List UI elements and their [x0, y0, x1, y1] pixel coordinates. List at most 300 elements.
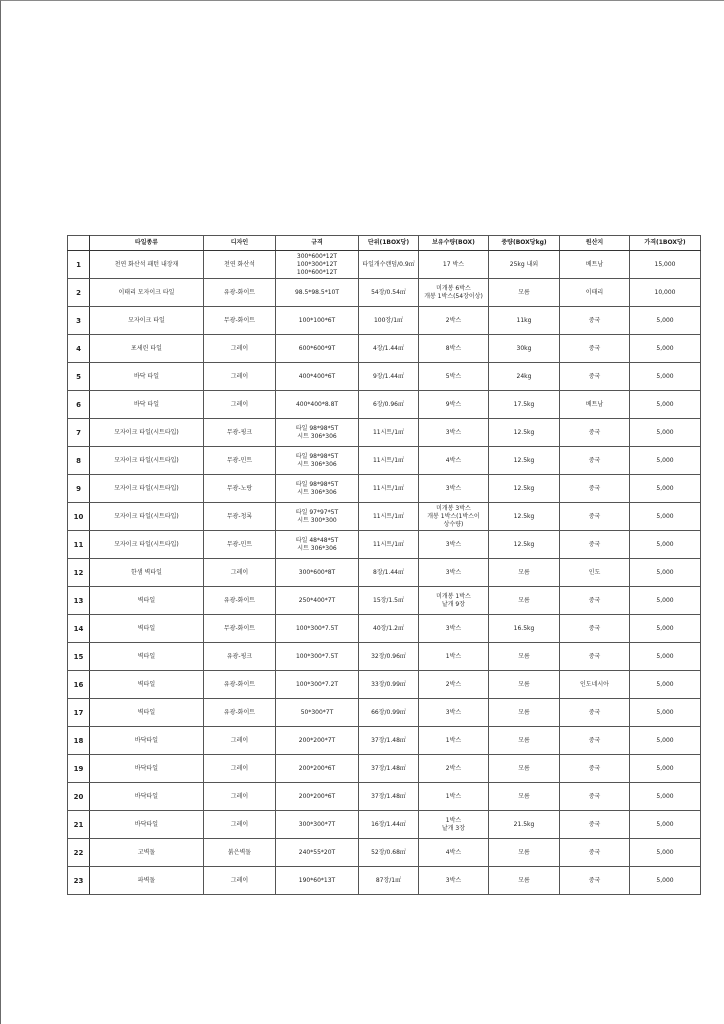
design-cell: 무광-화이트	[204, 307, 276, 335]
tile-type-cell: 바닥타일	[90, 783, 204, 811]
spec-cell	[276, 279, 359, 307]
row-number-cell: 1	[68, 251, 90, 279]
price-cell: 5,000	[630, 307, 701, 335]
spec-cell	[276, 559, 359, 587]
spec-cell-line: 300*300*7T	[298, 820, 336, 828]
weight-cell: 12.5kg	[489, 531, 560, 559]
unit-cell	[359, 615, 419, 643]
tile-type-cell: 벽타일	[90, 699, 204, 727]
origin-cell: 이태리	[560, 279, 630, 307]
design-cell: 무광-핑크	[204, 419, 276, 447]
stock-cell	[419, 503, 489, 531]
table-row	[68, 335, 701, 363]
table-row	[68, 699, 701, 727]
row-number-cell: 15	[68, 643, 90, 671]
design-cell: 그레이	[204, 559, 276, 587]
row-number-cell: 22	[68, 839, 90, 867]
unit-cell-line: 37장/1.48㎡	[371, 792, 406, 800]
spec-cell	[276, 699, 359, 727]
unit-cell-line: 11시트/1㎡	[372, 456, 405, 464]
stock-cell	[419, 783, 489, 811]
stock-cell-line: 개봉 1박스(1박스이	[427, 512, 480, 520]
origin-cell: 중국	[560, 699, 630, 727]
spec-cell-line: 600*600*9T	[298, 344, 336, 352]
design-cell: 무광-화이트	[204, 615, 276, 643]
spec-cell-line: 타일 98*98*5T	[295, 480, 339, 488]
design-cell: 그레이	[204, 755, 276, 783]
weight-cell: 24kg	[489, 363, 560, 391]
stock-cell	[419, 419, 489, 447]
unit-cell	[359, 811, 419, 839]
origin-cell: 중국	[560, 755, 630, 783]
header-cell-type: 타일종류	[90, 236, 204, 251]
unit-cell	[359, 755, 419, 783]
tile-type-cell: 모자이크 타일(시트타입)	[90, 531, 204, 559]
unit-cell-line: 87장/1㎡	[375, 876, 402, 884]
unit-cell-line: 11시트/1㎡	[372, 512, 405, 520]
stock-cell-line: 1박스	[445, 792, 462, 800]
spec-cell-line: 300*600*8T	[298, 568, 336, 576]
origin-cell: 중국	[560, 867, 630, 895]
origin-cell: 중국	[560, 783, 630, 811]
spec-cell-line: 100*600*12T	[296, 268, 338, 276]
weight-cell: 모름	[489, 783, 560, 811]
stock-cell-line: 상수량)	[443, 520, 464, 528]
unit-cell-line: 16장/1.44㎡	[371, 820, 406, 828]
spec-cell-line: 시트 306*306	[297, 460, 337, 468]
origin-cell: 중국	[560, 475, 630, 503]
spec-cell-line: 250*400*7T	[298, 596, 336, 604]
price-cell: 5,000	[630, 335, 701, 363]
unit-cell-line: 11시트/1㎡	[372, 428, 405, 436]
tile-type-cell: 모자이크 타일(시트타입)	[90, 447, 204, 475]
tile-type-cell: 벽타일	[90, 615, 204, 643]
unit-cell	[359, 671, 419, 699]
stock-cell-line: 1박스	[445, 816, 462, 824]
row-number-cell: 23	[68, 867, 90, 895]
price-cell: 5,000	[630, 671, 701, 699]
weight-cell: 모름	[489, 279, 560, 307]
stock-cell-line: 미개봉 6박스	[436, 284, 471, 292]
table-row	[68, 839, 701, 867]
spec-cell-line: 타일 98*98*5T	[295, 452, 339, 460]
spec-cell	[276, 475, 359, 503]
table-row	[68, 279, 701, 307]
unit-cell	[359, 587, 419, 615]
unit-cell	[359, 867, 419, 895]
spec-cell	[276, 503, 359, 531]
row-number-cell: 20	[68, 783, 90, 811]
stock-cell-line: 3박스	[445, 708, 462, 716]
unit-cell-line: 4장/1.44㎡	[373, 344, 404, 352]
tile-type-cell: 파벽돌	[90, 867, 204, 895]
spec-cell-line: 시트 306*306	[297, 488, 337, 496]
spec-cell	[276, 447, 359, 475]
design-cell: 유광-화이트	[204, 699, 276, 727]
weight-cell: 모름	[489, 559, 560, 587]
row-number-cell: 5	[68, 363, 90, 391]
row-number-cell: 17	[68, 699, 90, 727]
price-cell: 5,000	[630, 391, 701, 419]
table-row	[68, 559, 701, 587]
design-cell: 그레이	[204, 783, 276, 811]
weight-cell: 17.5kg	[489, 391, 560, 419]
spec-cell-line: 400*400*6T	[298, 372, 336, 380]
tile-type-cell: 바닥 타일	[90, 391, 204, 419]
stock-cell-line: 미개봉 3박스	[436, 504, 471, 512]
spec-cell-line: 타일 48*48*5T	[295, 536, 339, 544]
unit-cell-line: 54장/0.54㎡	[371, 288, 406, 296]
stock-cell-line: 17 박스	[442, 260, 465, 268]
row-number-cell: 10	[68, 503, 90, 531]
stock-cell-line: 3박스	[445, 484, 462, 492]
tile-inventory-table	[67, 235, 701, 895]
origin-cell: 중국	[560, 839, 630, 867]
spec-cell	[276, 755, 359, 783]
price-cell: 5,000	[630, 559, 701, 587]
price-cell: 5,000	[630, 783, 701, 811]
origin-cell: 중국	[560, 307, 630, 335]
table-row	[68, 307, 701, 335]
price-cell: 5,000	[630, 363, 701, 391]
table-row	[68, 727, 701, 755]
design-cell: 무광-민트	[204, 531, 276, 559]
unit-cell	[359, 279, 419, 307]
design-cell: 그레이	[204, 727, 276, 755]
stock-cell-line: 3박스	[445, 568, 462, 576]
tile-type-cell: 모자이크 타일(시트타입)	[90, 503, 204, 531]
spec-cell-line: 타일 97*97*5T	[295, 508, 339, 516]
weight-cell: 모름	[489, 587, 560, 615]
origin-cell: 중국	[560, 811, 630, 839]
spec-cell	[276, 615, 359, 643]
origin-cell: 중국	[560, 615, 630, 643]
stock-cell	[419, 615, 489, 643]
spec-cell	[276, 727, 359, 755]
unit-cell	[359, 335, 419, 363]
design-cell: 유광-화이트	[204, 671, 276, 699]
spec-cell-line: 240*55*20T	[298, 848, 336, 856]
unit-cell-line: 52장/0.68㎡	[371, 848, 406, 856]
stock-cell-line: 4박스	[445, 848, 462, 856]
unit-cell	[359, 391, 419, 419]
stock-cell-line: 1박스	[445, 736, 462, 744]
spec-cell	[276, 363, 359, 391]
table-row	[68, 643, 701, 671]
spec-cell-line: 200*200*6T	[298, 764, 336, 772]
stock-cell-line: 미개봉 1박스	[436, 592, 471, 600]
row-number-cell: 6	[68, 391, 90, 419]
unit-cell-line: 타일개수랜덤/0.9㎡	[362, 260, 415, 268]
unit-cell	[359, 727, 419, 755]
tile-type-cell: 한샘 벽타일	[90, 559, 204, 587]
tile-type-cell: 모자이크 타일	[90, 307, 204, 335]
tile-type-cell: 벽타일	[90, 643, 204, 671]
header-cell-spec: 규격	[276, 236, 359, 251]
stock-cell	[419, 755, 489, 783]
row-number-cell: 8	[68, 447, 90, 475]
table-row	[68, 811, 701, 839]
tile-type-cell: 바닥 타일	[90, 363, 204, 391]
tile-type-cell: 벽타일	[90, 671, 204, 699]
table-row	[68, 671, 701, 699]
table-row	[68, 867, 701, 895]
weight-cell: 12.5kg	[489, 503, 560, 531]
table-row	[68, 363, 701, 391]
unit-cell	[359, 559, 419, 587]
weight-cell: 21.5kg	[489, 811, 560, 839]
price-cell: 5,000	[630, 811, 701, 839]
spec-cell	[276, 419, 359, 447]
price-cell: 5,000	[630, 419, 701, 447]
tile-type-cell: 이태리 모자이크 타일	[90, 279, 204, 307]
row-number-cell: 16	[68, 671, 90, 699]
stock-cell-line: 3박스	[445, 624, 462, 632]
unit-cell-line: 8장/1.44㎡	[373, 568, 404, 576]
row-number-cell: 9	[68, 475, 90, 503]
stock-cell-line: 5박스	[445, 372, 462, 380]
spec-cell-line: 타일 98*98*5T	[295, 424, 339, 432]
origin-cell: 중국	[560, 419, 630, 447]
weight-cell: 모름	[489, 671, 560, 699]
design-cell: 유광-화이트	[204, 587, 276, 615]
spec-cell	[276, 391, 359, 419]
spec-cell	[276, 671, 359, 699]
price-cell: 5,000	[630, 447, 701, 475]
row-number-cell: 21	[68, 811, 90, 839]
unit-cell	[359, 699, 419, 727]
stock-cell	[419, 363, 489, 391]
row-number-cell: 18	[68, 727, 90, 755]
tile-type-cell: 바닥타일	[90, 755, 204, 783]
price-cell: 5,000	[630, 475, 701, 503]
spec-cell-line: 100*300*7.5T	[295, 652, 339, 660]
stock-cell	[419, 671, 489, 699]
row-number-cell: 7	[68, 419, 90, 447]
stock-cell-line: 1박스	[445, 652, 462, 660]
weight-cell: 12.5kg	[489, 447, 560, 475]
tile-type-cell: 바닥타일	[90, 727, 204, 755]
spec-cell	[276, 251, 359, 279]
row-number-cell: 2	[68, 279, 90, 307]
stock-cell	[419, 391, 489, 419]
unit-cell	[359, 783, 419, 811]
design-cell: 천연 화산석	[204, 251, 276, 279]
unit-cell-line: 33장/0.99㎡	[371, 680, 406, 688]
stock-cell	[419, 475, 489, 503]
origin-cell: 중국	[560, 643, 630, 671]
stock-cell	[419, 643, 489, 671]
price-cell: 5,000	[630, 531, 701, 559]
table-row	[68, 251, 701, 279]
stock-cell	[419, 279, 489, 307]
design-cell: 그레이	[204, 867, 276, 895]
weight-cell: 모름	[489, 643, 560, 671]
table-row	[68, 531, 701, 559]
stock-cell-line: 2박스	[445, 316, 462, 324]
stock-cell	[419, 307, 489, 335]
spec-cell-line: 400*400*8.8T	[295, 400, 339, 408]
table-row	[68, 503, 701, 531]
stock-cell-line: 낱개 9장	[441, 600, 466, 608]
unit-cell-line: 100장/1㎡	[373, 316, 404, 324]
table-row	[68, 755, 701, 783]
unit-cell	[359, 531, 419, 559]
header-cell-price: 가격(1BOX당)	[630, 236, 701, 251]
weight-cell: 12.5kg	[489, 419, 560, 447]
header-cell-stock: 보유수량(BOX)	[419, 236, 489, 251]
stock-cell	[419, 335, 489, 363]
row-number-cell: 3	[68, 307, 90, 335]
unit-cell	[359, 419, 419, 447]
design-cell: 유광-화이트	[204, 279, 276, 307]
spec-cell-line: 98.5*98.5*10T	[294, 288, 340, 296]
price-cell: 5,000	[630, 503, 701, 531]
stock-cell	[419, 839, 489, 867]
stock-cell-line: 2박스	[445, 764, 462, 772]
stock-cell	[419, 531, 489, 559]
spec-cell-line: 200*200*6T	[298, 792, 336, 800]
spec-cell-line: 시트 306*306	[297, 544, 337, 552]
price-cell: 5,000	[630, 839, 701, 867]
table-row	[68, 391, 701, 419]
weight-cell: 30kg	[489, 335, 560, 363]
unit-cell	[359, 447, 419, 475]
header-cell-design: 디자인	[204, 236, 276, 251]
design-cell: 유광-핑크	[204, 643, 276, 671]
spec-cell	[276, 587, 359, 615]
row-number-cell: 14	[68, 615, 90, 643]
unit-cell	[359, 307, 419, 335]
header-cell-unit: 단위(1BOX당)	[359, 236, 419, 251]
table-row	[68, 615, 701, 643]
spec-cell	[276, 783, 359, 811]
row-number-cell: 13	[68, 587, 90, 615]
tile-type-cell: 바닥타일	[90, 811, 204, 839]
table-header-row	[68, 236, 701, 251]
unit-cell-line: 6장/0.96㎡	[373, 400, 404, 408]
origin-cell: 인도	[560, 559, 630, 587]
spec-cell	[276, 643, 359, 671]
tile-type-cell: 고벽돌	[90, 839, 204, 867]
design-cell: 무광-청록	[204, 503, 276, 531]
stock-cell-line: 낱개 3장	[441, 824, 466, 832]
price-cell: 5,000	[630, 587, 701, 615]
table-row	[68, 587, 701, 615]
spec-cell	[276, 811, 359, 839]
design-cell: 그레이	[204, 363, 276, 391]
price-cell: 15,000	[630, 251, 701, 279]
spec-cell	[276, 335, 359, 363]
unit-cell-line: 15장/1.5㎡	[373, 596, 404, 604]
spec-cell-line: 100*300*7.2T	[295, 680, 339, 688]
unit-cell-line: 37장/1.48㎡	[371, 736, 406, 744]
stock-cell-line: 8박스	[445, 344, 462, 352]
spec-cell	[276, 531, 359, 559]
spec-cell	[276, 839, 359, 867]
spec-cell-line: 200*200*7T	[298, 736, 336, 744]
unit-cell-line: 11시트/1㎡	[372, 484, 405, 492]
stock-cell	[419, 559, 489, 587]
stock-cell	[419, 699, 489, 727]
table-row	[68, 475, 701, 503]
origin-cell: 중국	[560, 503, 630, 531]
header-cell-no	[68, 236, 90, 251]
tile-type-cell: 포세린 타일	[90, 335, 204, 363]
unit-cell	[359, 363, 419, 391]
spec-cell-line: 190*60*13T	[298, 876, 336, 884]
unit-cell-line: 37장/1.48㎡	[371, 764, 406, 772]
stock-cell-line: 3박스	[445, 428, 462, 436]
table-row	[68, 447, 701, 475]
row-number-cell: 11	[68, 531, 90, 559]
design-cell: 무광-노랑	[204, 475, 276, 503]
price-cell: 5,000	[630, 699, 701, 727]
price-cell: 10,000	[630, 279, 701, 307]
origin-cell: 중국	[560, 363, 630, 391]
weight-cell: 모름	[489, 839, 560, 867]
tile-type-cell: 벽타일	[90, 587, 204, 615]
stock-cell-line: 4박스	[445, 456, 462, 464]
unit-cell-line: 11시트/1㎡	[372, 540, 405, 548]
weight-cell: 25kg 내외	[489, 251, 560, 279]
table-row	[68, 783, 701, 811]
table-body	[68, 251, 701, 895]
origin-cell: 베트남	[560, 391, 630, 419]
stock-cell	[419, 447, 489, 475]
row-number-cell: 12	[68, 559, 90, 587]
row-number-cell: 19	[68, 755, 90, 783]
stock-cell	[419, 587, 489, 615]
origin-cell: 베트남	[560, 251, 630, 279]
unit-cell	[359, 475, 419, 503]
stock-cell-line: 9박스	[445, 400, 462, 408]
tile-type-cell: 모자이크 타일(시트타입)	[90, 475, 204, 503]
unit-cell	[359, 839, 419, 867]
weight-cell: 모름	[489, 867, 560, 895]
design-cell: 그레이	[204, 391, 276, 419]
row-number-cell: 4	[68, 335, 90, 363]
weight-cell: 11kg	[489, 307, 560, 335]
spec-cell-line: 300*600*12T	[296, 252, 338, 260]
stock-cell	[419, 251, 489, 279]
spec-cell-line: 100*300*7.5T	[295, 624, 339, 632]
design-cell: 그레이	[204, 811, 276, 839]
origin-cell: 인도네시아	[560, 671, 630, 699]
origin-cell: 중국	[560, 335, 630, 363]
unit-cell-line: 9장/1.44㎡	[373, 372, 404, 380]
origin-cell: 중국	[560, 587, 630, 615]
tile-type-cell: 천연 화산석 패턴 내장재	[90, 251, 204, 279]
origin-cell: 중국	[560, 727, 630, 755]
price-cell: 5,000	[630, 867, 701, 895]
weight-cell: 모름	[489, 699, 560, 727]
origin-cell: 중국	[560, 531, 630, 559]
weight-cell: 16.5kg	[489, 615, 560, 643]
unit-cell	[359, 503, 419, 531]
unit-cell-line: 32장/0.96㎡	[371, 652, 406, 660]
unit-cell	[359, 643, 419, 671]
header-cell-weight: 중량(BOX당kg)	[489, 236, 560, 251]
stock-cell-line: 2박스	[445, 680, 462, 688]
weight-cell: 모름	[489, 755, 560, 783]
spec-cell	[276, 307, 359, 335]
price-cell: 5,000	[630, 615, 701, 643]
table-row	[68, 419, 701, 447]
spec-cell	[276, 867, 359, 895]
weight-cell: 모름	[489, 727, 560, 755]
design-cell: 그레이	[204, 335, 276, 363]
